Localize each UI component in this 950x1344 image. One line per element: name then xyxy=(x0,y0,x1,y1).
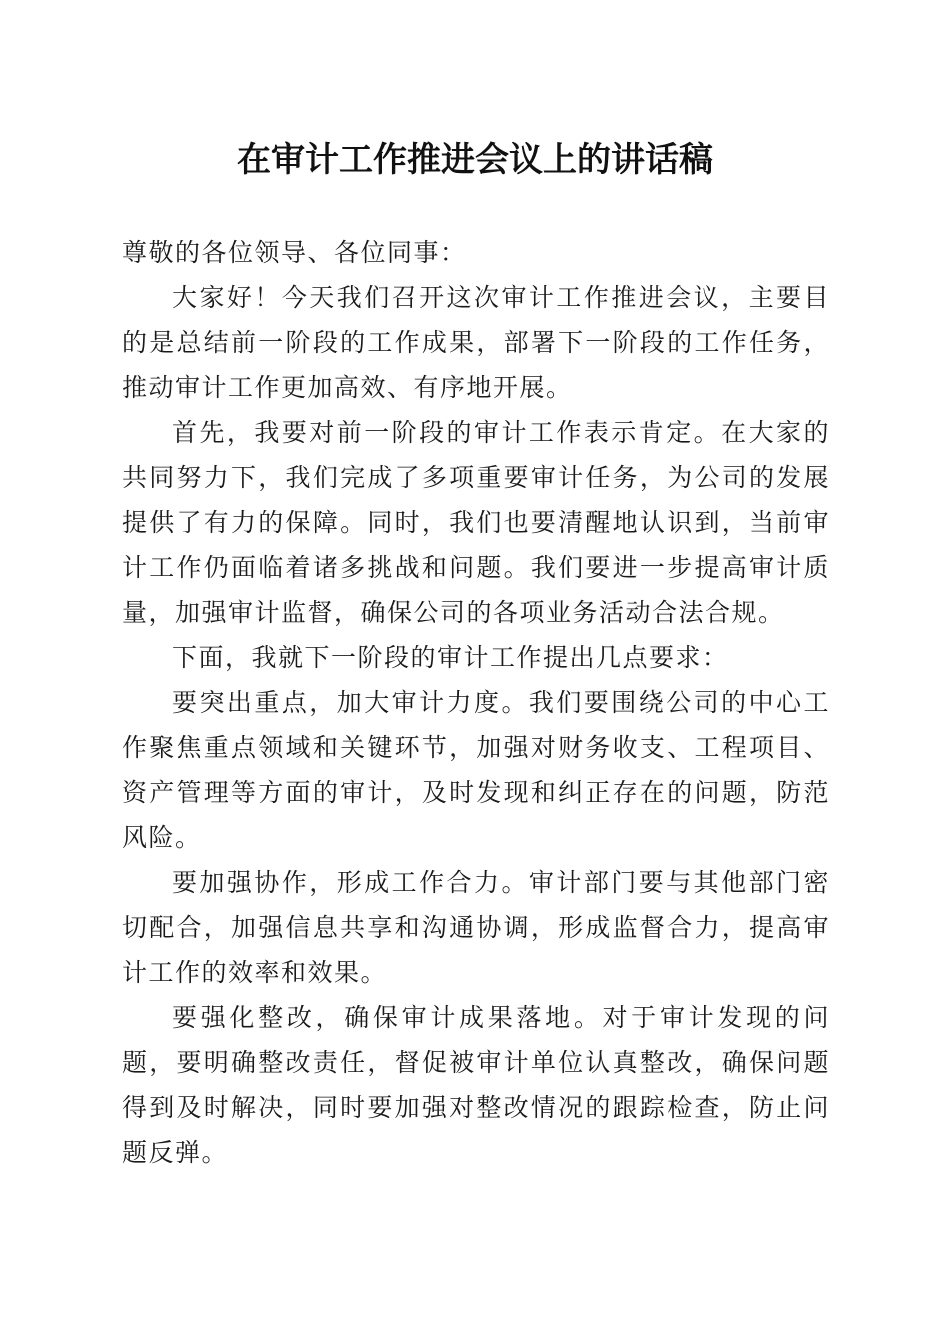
paragraph-review: 首先，我要对前一阶段的审计工作表示肯定。在大家的共同努力下，我们完成了多项重要审计任务，为公司的发展提供了有力的保障。同时，我们也要清醒地认识到，当前审计工作仍面临着诸多挑战和问题。我们要进一步提高审计质量，加强审计监督，确保公司的各项业务活动合法合规。 xyxy=(122,418,830,627)
paragraph-requirements-intro: 下面，我就下一阶段的审计工作提出几点要求： xyxy=(172,643,729,672)
salutation: 尊敬的各位领导、各位同事： xyxy=(122,238,467,267)
paragraph-requirement-rectification: 要强化整改，确保审计成果落地。对于审计发现的问题，要明确整改责任，督促被审计单位认真整改，确保问题得到及时解决，同时要加强对整改情况的跟踪检查，防止问题反弹。 xyxy=(122,1003,830,1167)
paragraph-requirement-focus: 要突出重点，加大审计力度。我们要围绕公司的中心工作聚焦重点领域和关键环节，加强对财务收支、工程项目、资产管理等方面的审计，及时发现和纠正存在的问题，防范风险。 xyxy=(122,688,830,852)
paragraph-requirement-cooperation: 要加强协作，形成工作合力。审计部门要与其他部门密切配合，加强信息共享和沟通协调，形成监督合力，提高审计工作的效率和效果。 xyxy=(122,868,830,987)
paragraph-greeting: 大家好！今天我们召开这次审计工作推进会议，主要目的是总结前一阶段的工作成果，部署下一阶段的工作任务，推动审计工作更加高效、有序地开展。 xyxy=(122,283,830,402)
document-title: 在审计工作推进会议上的讲话稿 xyxy=(237,140,713,180)
document-body xyxy=(122,230,830,1175)
